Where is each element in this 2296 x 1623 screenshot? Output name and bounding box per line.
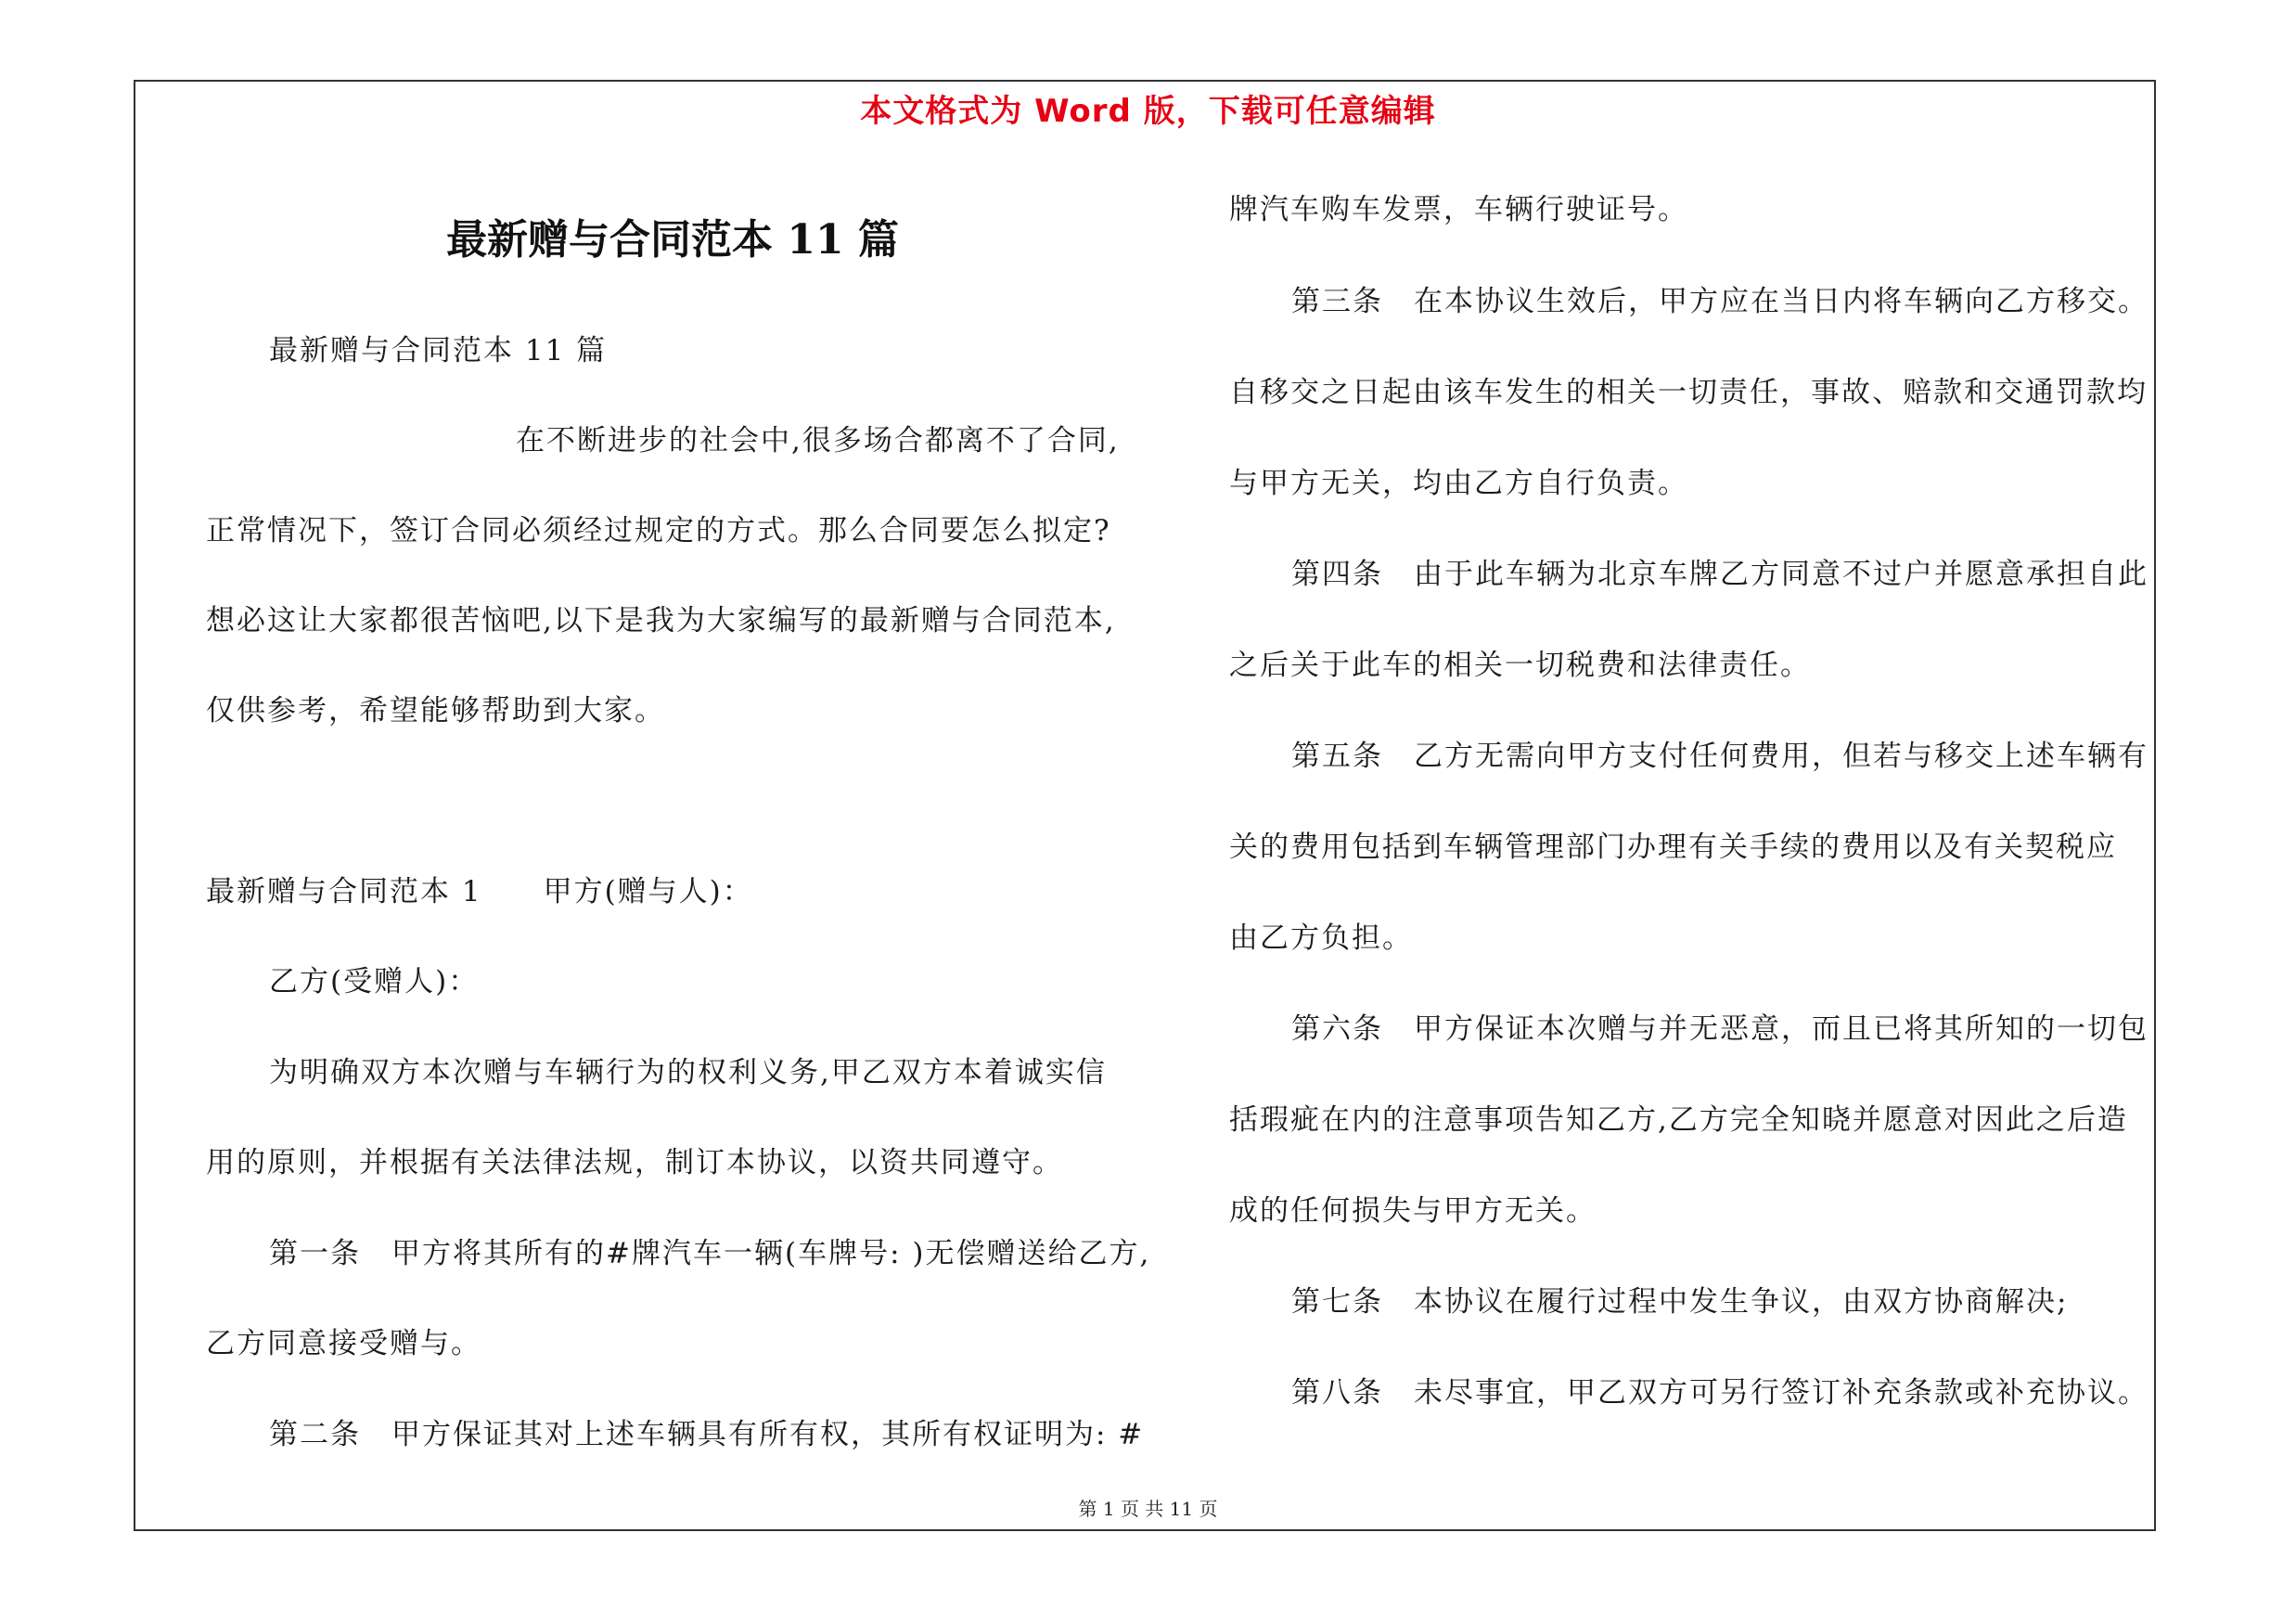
right-line-article-3b: 自移交之日起由该车发生的相关一切责任，事故、赔款和交通罚款均 — [1229, 376, 2148, 409]
left-line-contract-heading: 最新赠与合同范本 1 甲方(赠与人)： — [206, 875, 753, 908]
right-line-article-8: 第八条 未尽事宜，甲乙双方可另行签订补充条款或补充协议。 — [1291, 1376, 2148, 1410]
document-title: 最新赠与合同范本 11 篇 — [446, 216, 899, 264]
left-line-intro-3: 想必这让大家都很苦恼吧,以下是我为大家编写的最新赠与合同范本, — [206, 604, 1116, 638]
right-line-article-5c: 由乙方负担。 — [1229, 921, 1413, 955]
right-line-article-7: 第七条 本协议在履行过程中发生争议，由双方协商解决; — [1291, 1285, 2069, 1319]
right-line-article-6c: 成的任何损失与甲方无关。 — [1229, 1194, 1597, 1228]
page-number: 第 1 页 共 11 页 — [1078, 1498, 1218, 1520]
right-line-article-2b: 牌汽车购车发票，车辆行驶证号。 — [1229, 193, 1688, 226]
right-line-article-4a: 第四条 由于此车辆为北京车牌乙方同意不过户并愿意承担自此 — [1291, 558, 2148, 591]
right-line-article-6b: 括瑕疵在内的注意事项告知乙方,乙方完全知晓并愿意对因此之后造 — [1229, 1103, 2128, 1137]
left-line-article-2a: 第二条 甲方保证其对上述车辆具有所有权，其所有权证明为: # — [269, 1418, 1145, 1451]
right-line-article-4b: 之后关于此车的相关一切税费和法律责任。 — [1229, 649, 1811, 682]
right-line-article-3c: 与甲方无关，均由乙方自行负责。 — [1229, 467, 1688, 500]
right-line-article-6a: 第六条 甲方保证本次赠与并无恶意，而且已将其所知的一切包 — [1291, 1012, 2148, 1046]
right-line-article-5a: 第五条 乙方无需向甲方支付任何费用，但若与移交上述车辆有 — [1291, 740, 2148, 773]
right-line-article-3a: 第三条 在本协议生效后，甲方应在当日内将车辆向乙方移交。 — [1291, 285, 2148, 318]
left-line-party-b: 乙方(受赠人)： — [269, 965, 480, 998]
word-format-banner: 本文格式为 Word 版，下载可任意编辑 — [860, 93, 1436, 130]
left-line-intro-4: 仅供参考，希望能够帮助到大家。 — [206, 694, 665, 728]
right-line-article-5b: 关的费用包括到车辆管理部门办理有关手续的费用以及有关契税应 — [1229, 831, 2117, 864]
left-line-intro-title: 最新赠与合同范本 11 篇 — [269, 334, 608, 367]
left-line-intro-1: 在不断进步的社会中,很多场合都离不了合同, — [516, 424, 1120, 457]
left-line-intro-2: 正常情况下，签订合同必须经过规定的方式。那么合同要怎么拟定? — [206, 514, 1111, 547]
left-line-article-1b: 乙方同意接受赠与。 — [206, 1327, 481, 1360]
left-line-preamble-1: 为明确双方本次赠与车辆行为的权利义务,甲乙双方本着诚实信 — [269, 1056, 1107, 1089]
left-line-article-1a: 第一条 甲方将其所有的#牌汽车一辆(车牌号: )无偿赠送给乙方, — [269, 1237, 1151, 1270]
left-line-preamble-2: 用的原则，并根据有关法律法规，制订本协议，以资共同遵守。 — [206, 1146, 1063, 1179]
